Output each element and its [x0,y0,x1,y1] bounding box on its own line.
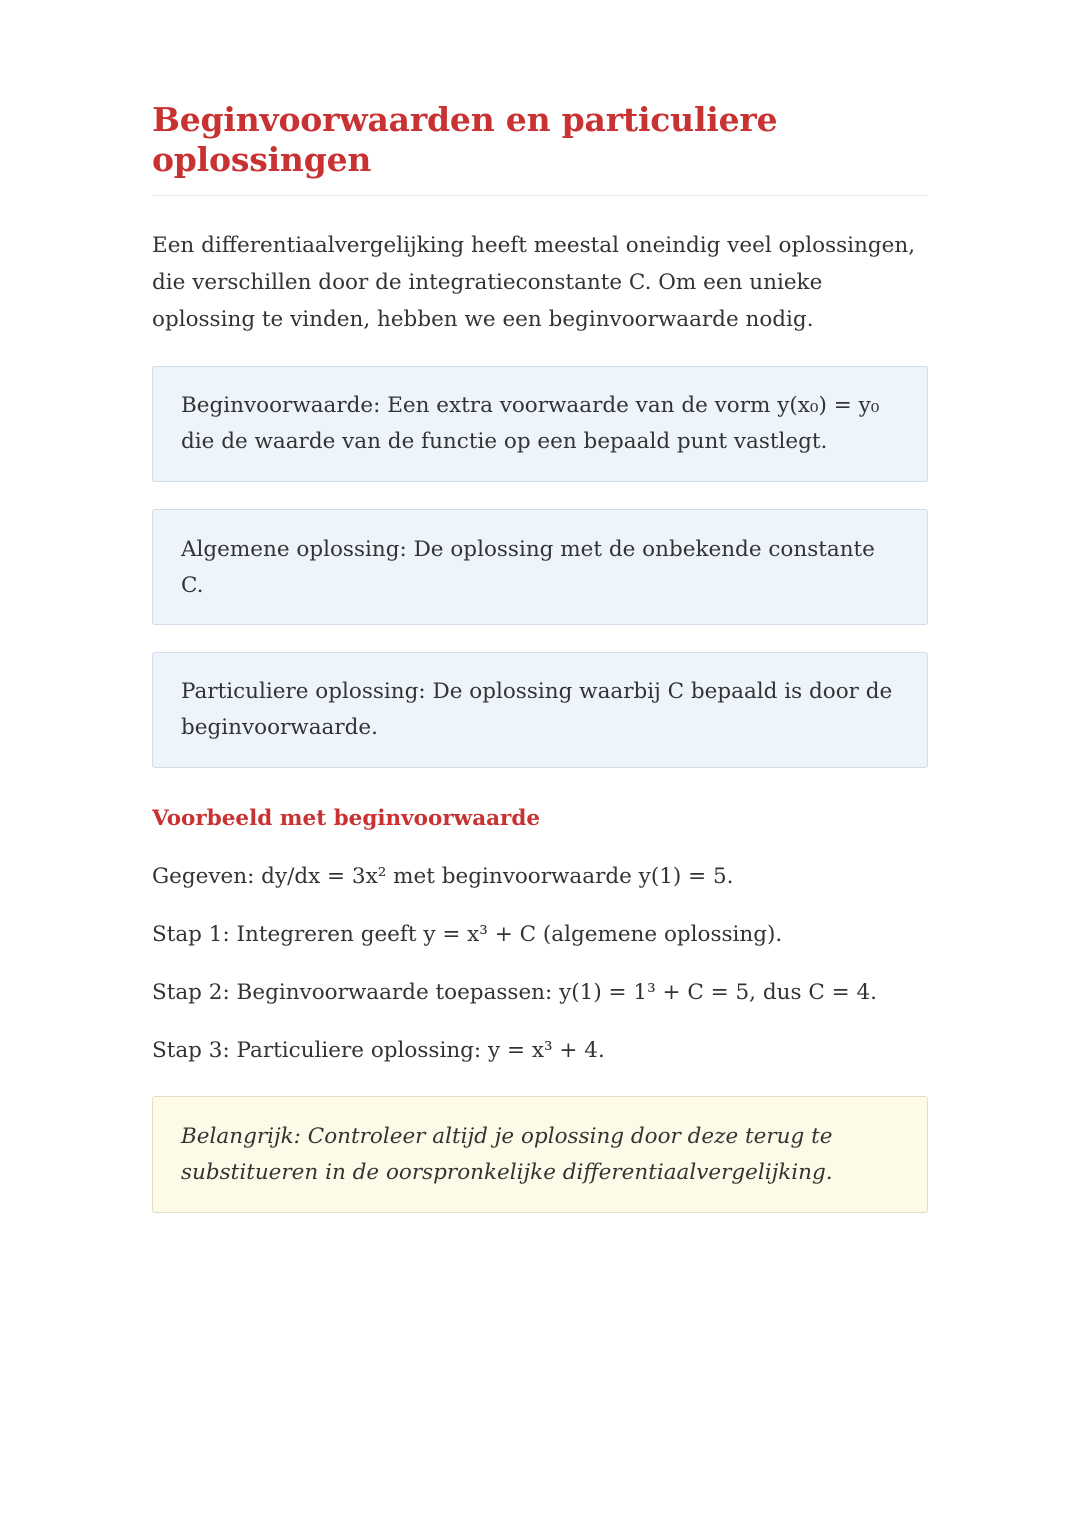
section-title: Beginvoorwaarden en particuliere oplossingen [152,100,928,196]
example-step-2: Stap 2: Beginvoorwaarde toepassen: y(1) = 1³ + C = 5, dus C = 4. [152,980,877,1006]
example-step-3: Stap 3: Particuliere oplossing: y = x³ + 4. [152,1038,605,1064]
example-given: Gegeven: dy/dx = 3x² met beginvoorwaarde y(1) = 5. [152,864,734,890]
example-heading: Voorbeeld met beginvoorwaarde [152,806,541,832]
definition-box-particuliere-oplossing: Particuliere oplossing: De oplossing waarbij C bepaald is door de beginvoorwaarde. [152,652,928,768]
definition-box-algemene-oplossing: Algemene oplossing: De oplossing met de onbekende constante C. [152,509,928,625]
definition-box-beginvoorwaarde: Beginvoorwaarde: Een extra voorwaarde van de vorm y(x₀) = y₀ die de waarde van de functie op een bepaald punt vastlegt. [152,366,928,482]
content-column [152,100,928,1213]
important-note-box: Belangrijk: Controleer altijd je oplossing door deze terug te substitueren in de oorspronkelijke differentiaalvergelijking. [152,1096,928,1213]
intro-paragraph: Een differentiaalvergelijking heeft meestal oneindig veel oplossingen, die verschillen door de integratieconstante C. Om een unieke oplossing te vinden, hebben we een beginvoorwaarde nodig. [152,233,916,333]
example-step-1: Stap 1: Integreren geeft y = x³ + C (algemene oplossing). [152,922,783,948]
